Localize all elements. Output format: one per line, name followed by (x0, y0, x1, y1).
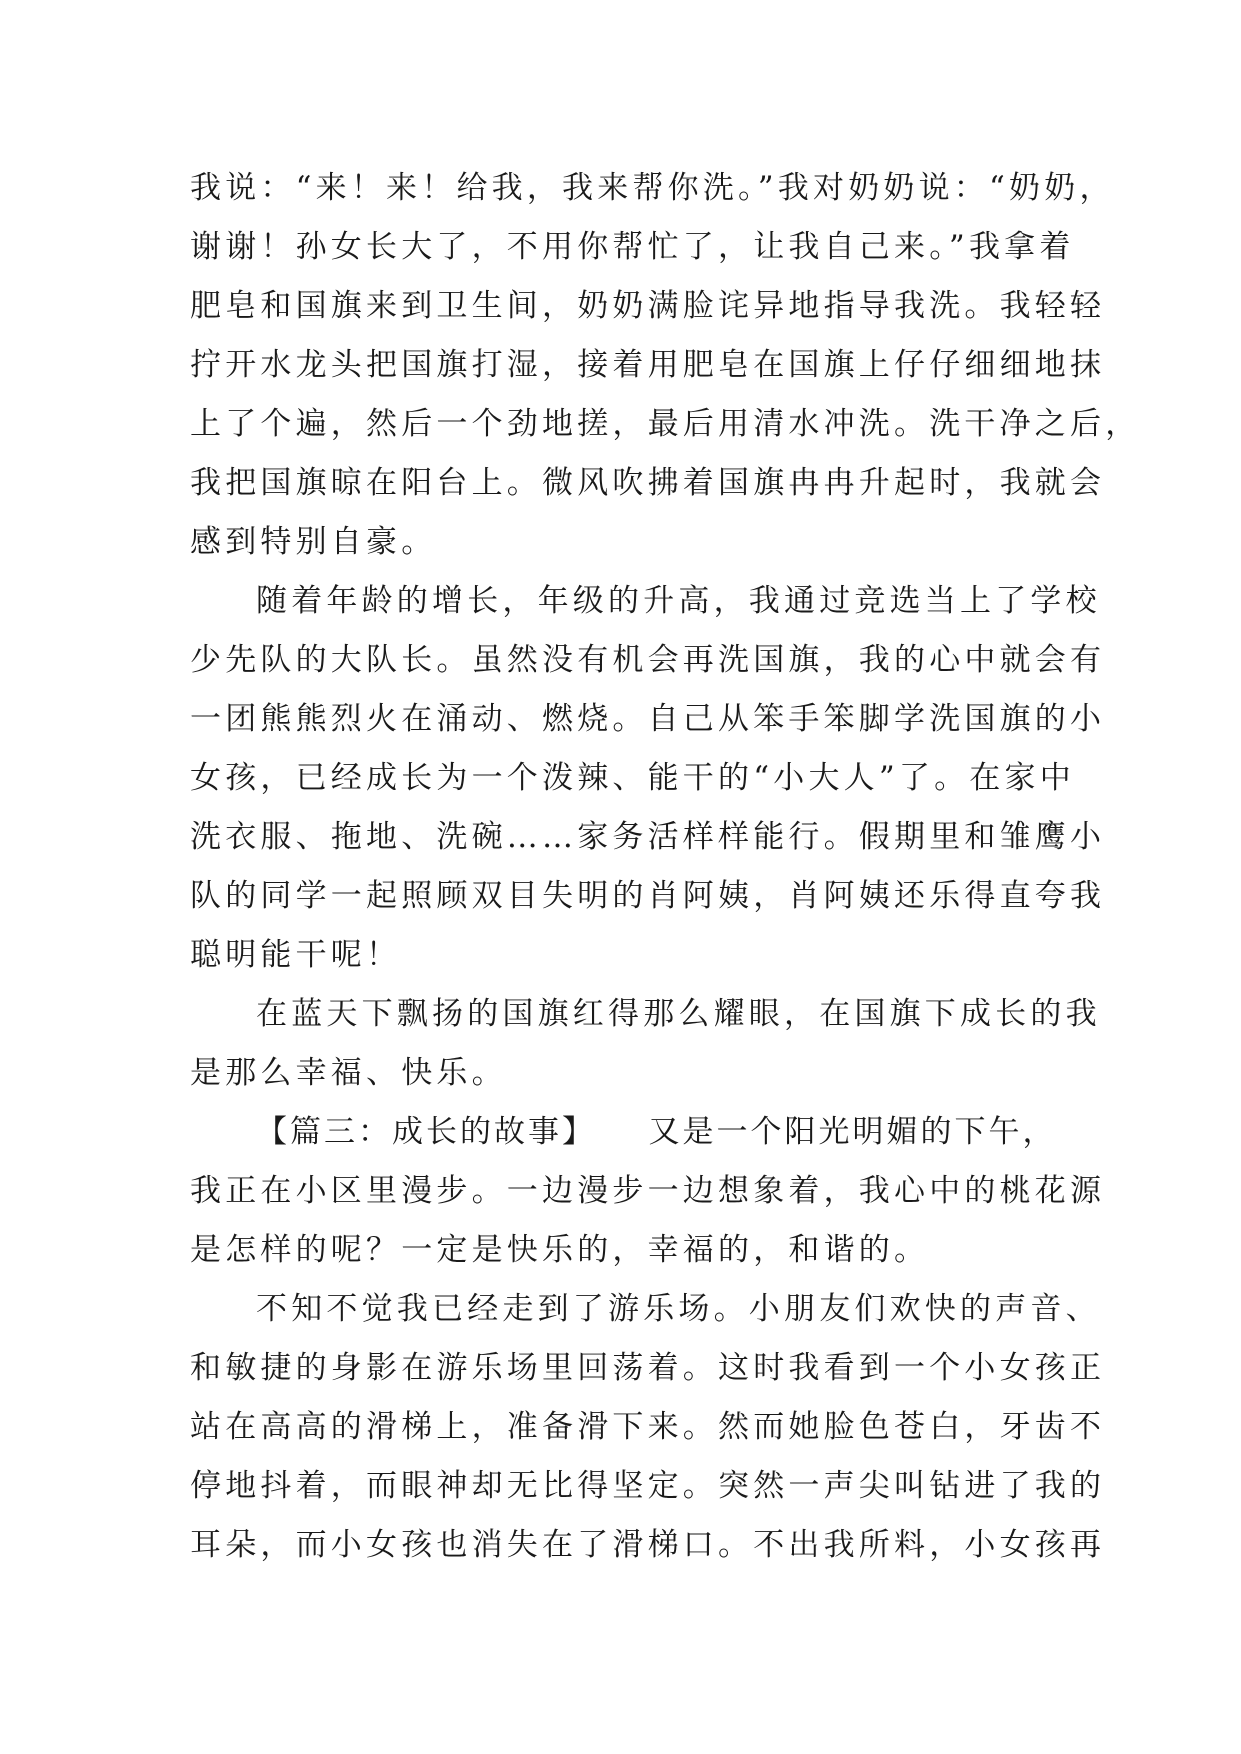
text-line: 和敏捷的身影在游乐场里回荡着。这时我看到一个小女孩正 (190, 1350, 1106, 1386)
text-line: 拧开水龙头把国旗打湿，接着用肥皂在国旗上仔仔细细地抹 (190, 347, 1106, 383)
text-line: 停地抖着，而眼神却无比得坚定。突然一声尖叫钻进了我的 (190, 1468, 1106, 1504)
text-line: 我把国旗晾在阳台上。微风吹拂着国旗冉冉升起时，我就会 (190, 465, 1106, 501)
text-line: 谢谢！孙女长大了，不用你帮忙了，让我自己来。”我拿着 (190, 229, 1075, 265)
text-line: 感到特别自豪。 (190, 524, 437, 560)
text-line: 女孩，已经成长为一个泼辣、能干的“小大人”了。在家中 (190, 760, 1075, 796)
text-line: 肥皂和国旗来到卫生间，奶奶满脸诧异地指导我洗。我轻轻 (190, 288, 1106, 324)
text-line: 是那么幸福、快乐。 (190, 1055, 507, 1091)
section-heading-line: 【篇三：成长的故事】 又是一个阳光明媚的下午， (256, 1114, 1057, 1150)
paragraph-start-line: 随着年龄的增长，年级的升高，我通过竞选当上了学校 (256, 583, 1101, 619)
paragraph-start-line: 不知不觉我已经走到了游乐场。小朋友们欢快的声音、 (256, 1291, 1101, 1327)
text-line: 站在高高的滑梯上，准备滑下来。然而她脸色苍白，牙齿不 (190, 1409, 1106, 1445)
text-line: 一团熊熊烈火在涌动、燃烧。自己从笨手笨脚学洗国旗的小 (190, 701, 1106, 737)
text-line: 上了个遍，然后一个劲地搓，最后用清水冲洗。洗干净之后， (190, 406, 1141, 442)
text-line: 耳朵，而小女孩也消失在了滑梯口。不出我所料，小女孩再 (190, 1527, 1106, 1563)
text-line: 洗衣服、拖地、洗碗……家务活样样能行。假期里和雏鹰小 (190, 819, 1106, 855)
text-line: 队的同学一起照顾双目失明的肖阿姨，肖阿姨还乐得直夸我 (190, 878, 1106, 914)
text-line: 我正在小区里漫步。一边漫步一边想象着，我心中的桃花源 (190, 1173, 1106, 1209)
text-line: 我说：“来！来！给我，我来帮你洗。”我对奶奶说：“奶奶， (190, 170, 1115, 206)
text-line: 少先队的大队长。虽然没有机会再洗国旗，我的心中就会有 (190, 642, 1106, 678)
text-line: 是怎样的呢？一定是快乐的，幸福的，和谐的。 (190, 1232, 930, 1268)
text-line: 聪明能干呢！ (190, 937, 402, 973)
paragraph-start-line: 在蓝天下飘扬的国旗红得那么耀眼，在国旗下成长的我 (256, 996, 1101, 1032)
